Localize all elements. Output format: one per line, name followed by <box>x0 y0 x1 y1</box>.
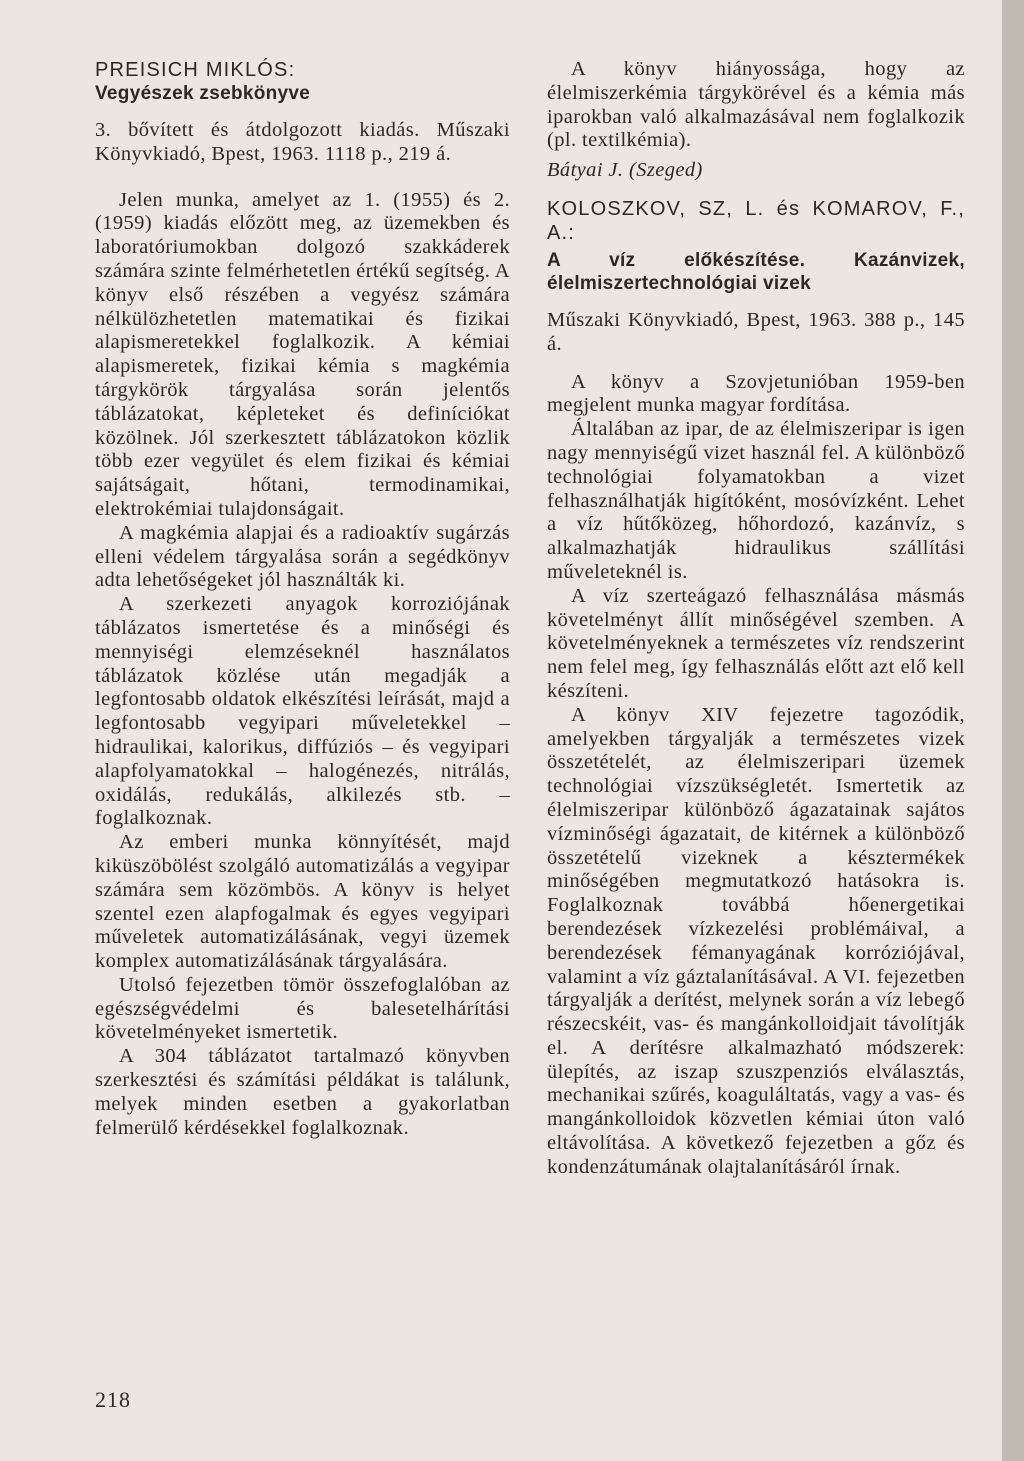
review-author-1: PREISICH MIKLÓS: <box>95 59 296 81</box>
reviewer-signature: Bátyai J. (Szeged) <box>547 159 703 182</box>
paragraph: A szerkezeti anyagok korroziójának táblázatos ismertetése és a minőségi és mennyiségi elemzéseknél használatos táblázatok közlése után megadják a legfontosabb oldatok elkészítési leírását, majd a legfontosabb vegyipari műveletekkel – hidraulikai, kalorikus, diffúziós – és vegyipari alapfolyamatokkal – halogénezés, nitrálás, oxidálás, redukálás, alkilezés stb. – foglalkoznak. <box>95 593 510 830</box>
paragraph: A könyv hiányossága, hogy az élelmiszerkémia tárgykörével és a kémia más iparokban való alkalmazásával nem foglalkozik (pl. textilkémia). <box>547 58 965 152</box>
paragraph: A 304 táblázatot tartalmazó könyvben szerkesztési és számítási példákat is találunk, melyek minden esetben a gyakorlatban felmerülő kérdésekkel foglalkoznak. <box>95 1045 510 1139</box>
review-author-2: KOLOSZKOV, SZ, L. és KOMAROV, F., A.: <box>547 197 965 244</box>
paragraph: Jelen munka, amelyet az 1. (1955) és 2. (1959) kiadás előzött meg, az üzemekben és laboratóriumokban dolgozó szakkáderek számára szinte felmérhetetlen értékű segítség. A könyv első részében a vegyész számára nélkülözhetetlen matematikai és fizikai alapismeretekkel foglalkozik. A kémiai alapismeretek, fizikai kémia s magkémia tárgykörök tárgyalása során jelentős táblázatokat, képleteket és definíciókat közölnek. Jól szerkesztett táblázatokon közlik több ezer vegyület és elem fizikai és kémiai sajátságait, hőtani, termodinamikai, elektrokémiai tulajdonságait. <box>95 188 510 520</box>
paragraph: A könyv a Szovjetunióban 1959-ben megjelent munka magyar fordítása. <box>547 370 965 417</box>
paragraph: Utolsó fejezetben tömör összefoglalóban az egészségvédelmi és balesetelhárítási követelményeket ismertetik. <box>95 973 510 1044</box>
paragraph: Általában az ipar, de az élelmiszeripar is igen nagy mennyiségű vizet használ fel. A különböző technológiai folyamatokban a vizet felhasználhatják higítóként, mosóvízként. Lehet a víz hűtőközeg, hőhordozó, kazánvíz, s alkalmazhatják hidraulikus szállítási műveleteknél is. <box>547 418 965 583</box>
publication-info-2: Műszaki Könyvkiadó, Bpest, 1963. 388 p., 145 á. <box>547 308 965 355</box>
paragraph: A könyv XIV fejezetre tagozódik, amelyekben tárgyalják a természetes vizek összetételét, az élelmiszeripari üzemek technológiai vízszükségletét. Ismertetik az élelmiszeripar különböző ágazatainak sajátos vízminőségi ágazatait, de kitérnek a különböző összetételű vizeknek a késztermékek minőségében megmutatkozó hatásokra is. Foglalkoznak továbbá hőenergetikai berendezések vízkezelési problémáival, a berendezések fémanyagának korróziójával, valamint a víz gáztalanításával. A VI. fejezetben tárgyalják a derítést, melynek során a víz lebegő részecskéit, vas- és mangánkolloidjait távolítják el. A derítésre alkalmazható módszerek: ülepítés, az iszap szuszpenziós elválasztás, mechanikai szűrés, koaguláltatás, vagy a vas- és mangánkolloidok közvetlen kémiai úton való eltávolítása. A következő fejezetben a gőz és kondenzátumának olajtalanításáról írnak. <box>547 703 965 1178</box>
review-title-2: A víz előkészítése. Kazánvizek, élelmiszertechnológiai vizek <box>547 249 965 294</box>
left-column <box>95 58 510 1140</box>
right-column <box>547 58 965 1180</box>
page-number: 218 <box>95 1387 131 1412</box>
paragraph: Az emberi munka könnyítését, majd kiküszöbölést szolgáló automatizálás a vegyipar számára sem közömbös. A könyv is helyet szentel ezen alapfogalmak és egyes vegyipari műveletek automatizálásának, vegyi üzemek komplex automatizálásának tárgyalására. <box>95 831 510 973</box>
paragraph: A magkémia alapjai és a radioaktív sugárzás elleni védelem tárgyalása során a segédkönyv adta lehetőségeket jól használták ki. <box>95 521 510 592</box>
paragraph: A víz szerteágazó felhasználása másmás követelményt állít minőségével szemben. A követelményeknek a természetes víz rendszerint nem felel meg, így felhasználás előtt azt elő kell készíteni. <box>547 584 965 702</box>
review-title-1: Vegyészek zsebkönyve <box>95 83 311 104</box>
publication-info-1: 3. bővített és átdolgozott kiadás. Műszaki Könyvkiadó, Bpest, 1963. 1118 p., 219 á. <box>95 119 510 165</box>
